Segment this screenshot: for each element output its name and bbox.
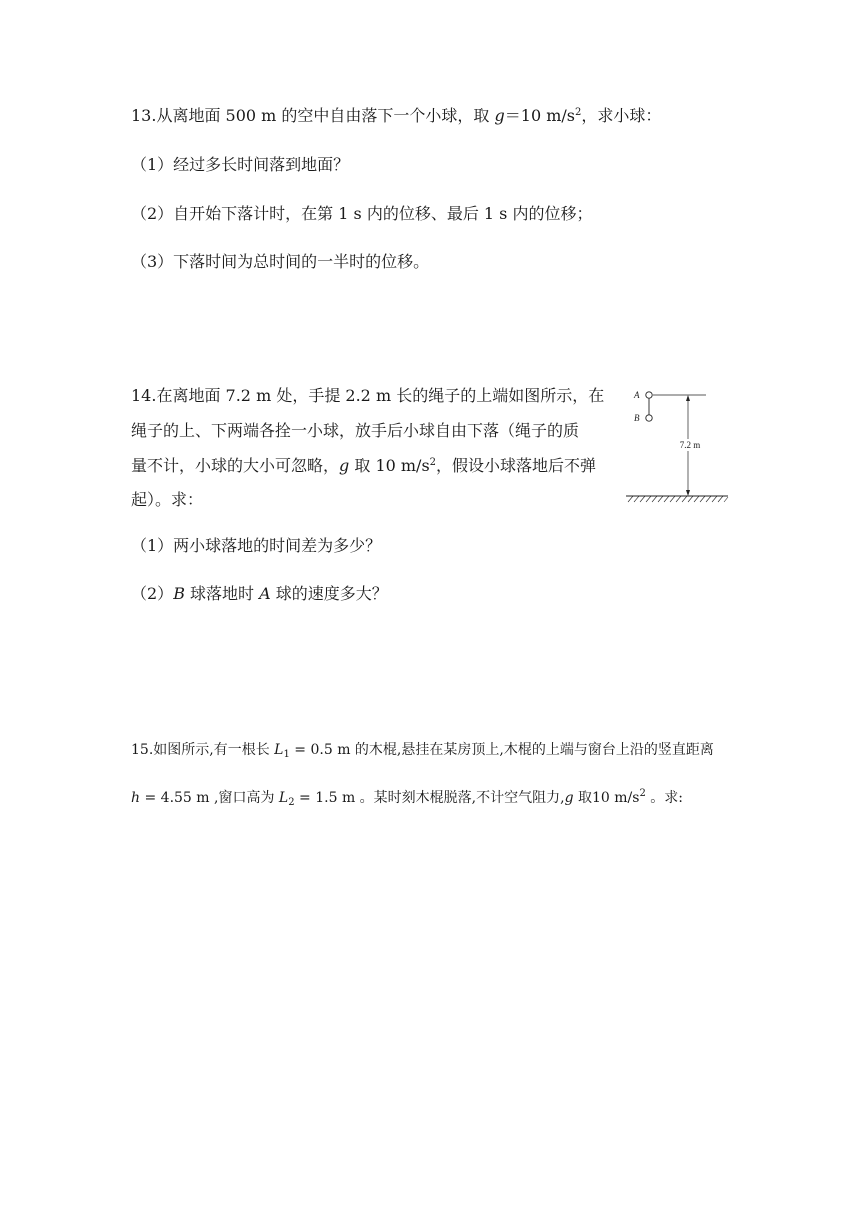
q14-line2: 绳子的上、下两端各拴一小球，放手后小球自由下落（绳子的质 — [131, 421, 580, 440]
q14-part2-suffix: 球的速度多大？ — [270, 584, 388, 603]
q15-line2 — [131, 788, 683, 808]
ball-a — [646, 392, 652, 398]
l2-symbol: L — [278, 790, 289, 806]
q14-line3-end: ，假设小球落地后不弹 — [436, 456, 597, 475]
q13-stem-end: ，求小球： — [581, 106, 662, 125]
l1-symbol: L — [274, 742, 284, 758]
g-symbol: g — [494, 106, 505, 125]
q13-part3: （3）下落时间为总时间的一半时的位移。 — [131, 252, 430, 271]
l2-value: = 1.5 m — [294, 790, 356, 806]
q14-part1: （1）两小球落地的时间差为多少？ — [131, 536, 382, 555]
height-label: 7.2 m — [679, 440, 701, 450]
superscript: 2 — [639, 788, 646, 799]
q14-part2 — [131, 584, 388, 604]
superscript: 2 — [429, 457, 437, 468]
q14-line4: 起）。求： — [131, 490, 204, 509]
q13-part2: （2）自开始下落计时，在第 1 s 内的位移、最后 1 s 内的位移； — [131, 204, 593, 223]
l1-subscript: 1 — [283, 749, 290, 760]
rope-balls-figure — [622, 384, 732, 504]
ball-a-symbol: A — [259, 584, 271, 603]
label-a: A — [634, 390, 640, 400]
arrow-head-down-icon — [686, 490, 690, 496]
q15-line1 — [131, 740, 714, 760]
g-symbol: g — [564, 790, 574, 806]
q15-line2-take: 取 — [573, 790, 592, 806]
superscript: 2 — [575, 107, 582, 118]
ball-b-symbol: B — [173, 584, 185, 603]
q13-stem-text: 13.从离地面 500 m 的空中自由落下一个小球，取 — [131, 106, 495, 125]
h-value: = 4.55 m — [140, 790, 210, 806]
g-value: 10 m/s — [592, 790, 640, 806]
q15-line2-mid: 。某时刻木棍脱落,不计空气阻力, — [355, 790, 565, 806]
h-symbol: h — [131, 790, 141, 806]
l1-value: = 0.5 m — [289, 742, 351, 758]
l2-subscript: 2 — [288, 797, 295, 808]
q15-line2-text: ,窗口高为 — [209, 790, 279, 806]
q13-stem — [131, 106, 661, 126]
q14-part2-mid: 球落地时 — [184, 584, 260, 603]
q14-line3-value: 取 10 m/s — [349, 456, 430, 475]
q14-line3-text: 量不计，小球的大小可忽略， — [131, 456, 340, 475]
ball-b — [646, 415, 652, 421]
label-b: B — [634, 413, 640, 423]
q14-part2-prefix: （2） — [131, 584, 174, 603]
q15-line2-end: 。求: — [645, 790, 683, 806]
q14-line3 — [131, 456, 596, 476]
q14-line1: 14.在离地面 7.2 m 处，手提 2.2 m 长的绳子的上端如图所示，在 — [131, 386, 605, 405]
ground-hatching — [628, 496, 728, 502]
arrow-head-up-icon — [686, 395, 690, 401]
q13-stem-value: ＝10 m/s — [504, 106, 575, 125]
q13-part1: （1）经过多长时间落到地面？ — [131, 155, 350, 174]
g-symbol: g — [339, 456, 350, 475]
q15-line1-text: 15.如图所示,有一根长 — [131, 742, 275, 758]
q15-line1-end: 的木棍,悬挂在某房顶上,木棍的上端与窗台上沿的竖直距离 — [350, 742, 714, 758]
